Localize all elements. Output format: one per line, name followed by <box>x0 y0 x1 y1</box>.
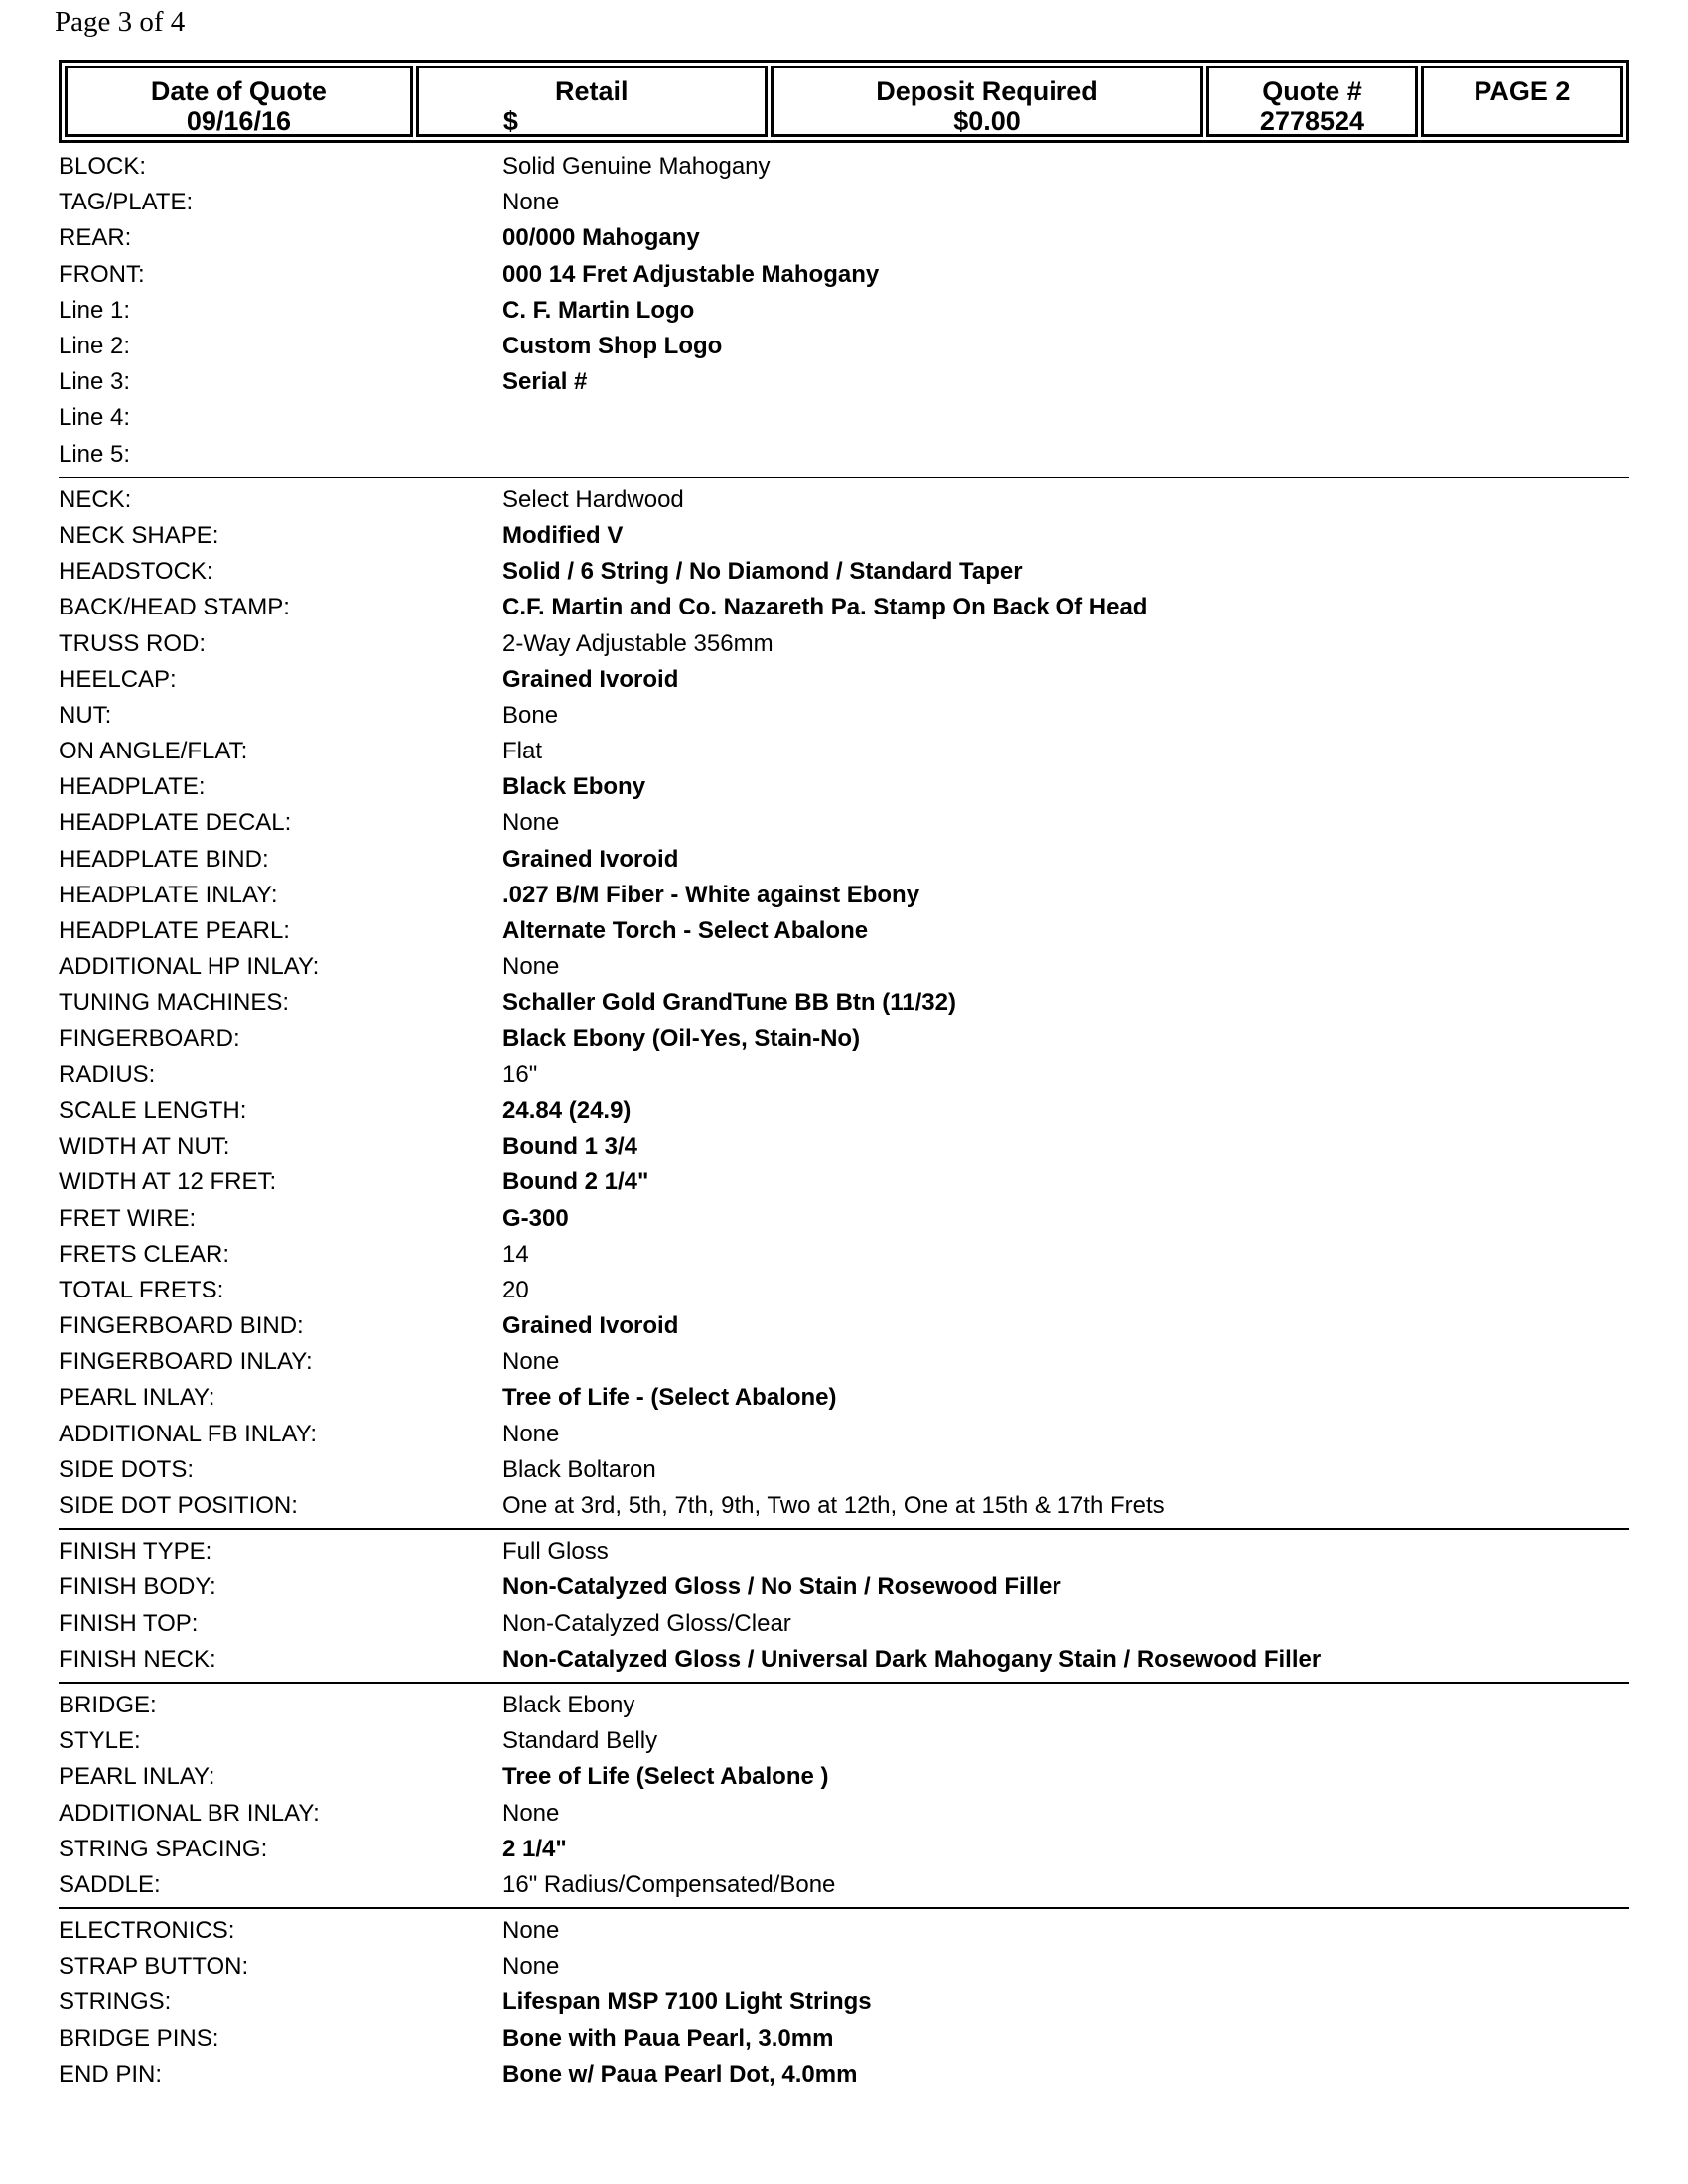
spec-row <box>59 949 1629 985</box>
spec-value: Bound 2 1/4" <box>502 1168 649 1196</box>
spec-value: None <box>502 1953 560 1980</box>
spec-label: Line 3: <box>59 368 131 396</box>
quote-header-table <box>59 60 1629 143</box>
spec-label: HEADSTOCK: <box>59 558 213 586</box>
deposit-required-value: $0.00 <box>953 106 1021 136</box>
spec-value: None <box>502 953 560 981</box>
spec-label: BRIDGE PINS: <box>59 2024 219 2052</box>
spec-row <box>59 329 1629 364</box>
spec-value: Flat <box>502 738 543 765</box>
spec-value: None <box>502 189 560 216</box>
spec-value: 16" Radius/Compensated/Bone <box>502 1870 836 1898</box>
spec-row <box>59 437 1629 473</box>
spec-value: Tree of Life - (Select Abalone) <box>502 1384 837 1412</box>
spec-value: 00/000 Mahogany <box>502 224 700 252</box>
spec-label: FINGERBOARD BIND: <box>59 1312 304 1340</box>
spec-label: Line 2: <box>59 333 131 360</box>
spec-row <box>59 482 1629 518</box>
spec-row <box>59 1534 1629 1570</box>
spec-row <box>59 662 1629 698</box>
spec-label: FRET WIRE: <box>59 1204 197 1232</box>
spec-value: Solid Genuine Mahogany <box>502 153 771 181</box>
spec-group-finish <box>59 1534 1629 1684</box>
spec-value: C.F. Martin and Co. Nazareth Pa. Stamp On Back Of Head <box>502 594 1148 621</box>
spec-value: None <box>502 1917 560 1945</box>
spec-row <box>59 985 1629 1021</box>
spec-row <box>59 518 1629 554</box>
spec-value: Custom Shop Logo <box>502 333 723 360</box>
spec-value: Non-Catalyzed Gloss / Universal Dark Mahogany Stain / Rosewood Filler <box>502 1645 1322 1673</box>
spec-label: Line 1: <box>59 296 131 324</box>
spec-label: ADDITIONAL FB INLAY: <box>59 1420 318 1447</box>
date-of-quote-label: Date of Quote <box>150 76 327 106</box>
spec-row <box>59 1913 1629 1949</box>
spec-label: SADDLE: <box>59 1870 161 1898</box>
deposit-required-label: Deposit Required <box>876 76 1098 106</box>
spec-label: FINISH TOP: <box>59 1609 199 1637</box>
spec-row <box>59 2057 1629 2093</box>
spec-row <box>59 1949 1629 1984</box>
spec-value: Bone w/ Paua Pearl Dot, 4.0mm <box>502 2060 858 2088</box>
spec-label: TOTAL FRETS: <box>59 1276 224 1303</box>
spec-value: Black Ebony (Oil-Yes, Stain-No) <box>502 1024 861 1052</box>
spec-label: FRETS CLEAR: <box>59 1240 230 1268</box>
spec-value: Bone with Paua Pearl, 3.0mm <box>502 2024 834 2052</box>
spec-value: Tree of Life (Select Abalone ) <box>502 1763 829 1791</box>
spec-label: RADIUS: <box>59 1060 156 1088</box>
page-tag-label: PAGE 2 <box>1474 76 1571 106</box>
spec-label: FINGERBOARD: <box>59 1024 240 1052</box>
spec-value: Bound 1 3/4 <box>502 1133 638 1160</box>
spec-group-block <box>59 149 1629 478</box>
deposit-required-cell <box>771 66 1204 137</box>
spec-value: Alternate Torch - Select Abalone <box>502 917 869 945</box>
spec-row <box>59 1795 1629 1831</box>
spec-value: Grained Ivoroid <box>502 665 679 693</box>
spec-label: PEARL INLAY: <box>59 1384 215 1412</box>
spec-row <box>59 913 1629 949</box>
spec-label: TRUSS ROD: <box>59 629 207 657</box>
spec-value: None <box>502 1348 560 1376</box>
spec-row <box>59 805 1629 841</box>
spec-label: TAG/PLATE: <box>59 189 194 216</box>
spec-label: STYLE: <box>59 1727 141 1755</box>
spec-row <box>59 1723 1629 1759</box>
quote-number-value: 2778524 <box>1259 106 1365 136</box>
spec-value: Non-Catalyzed Gloss/Clear <box>502 1609 791 1637</box>
spec-row <box>59 878 1629 913</box>
spec-label: PEARL INLAY: <box>59 1763 215 1791</box>
spec-row <box>59 1488 1629 1524</box>
spec-value: One at 3rd, 5th, 7th, 9th, Two at 12th, One at 15th & 17th Frets <box>502 1492 1165 1520</box>
spec-value: Black Boltaron <box>502 1455 656 1483</box>
spec-label: BACK/HEAD STAMP: <box>59 594 290 621</box>
spec-row <box>59 625 1629 661</box>
spec-row <box>59 590 1629 625</box>
spec-row <box>59 1606 1629 1642</box>
spec-row <box>59 554 1629 590</box>
date-of-quote-cell <box>65 66 413 137</box>
retail-value: $ <box>502 106 518 136</box>
spec-value: Standard Belly <box>502 1727 658 1755</box>
spec-value: Black Ebony <box>502 773 646 801</box>
spec-value: Schaller Gold GrandTune BB Btn (11/32) <box>502 989 956 1017</box>
spec-value: G-300 <box>502 1204 569 1232</box>
spec-value: 000 14 Fret Adjustable Mahogany <box>502 260 880 288</box>
spec-row <box>59 698 1629 734</box>
spec-label: STRAP BUTTON: <box>59 1953 249 1980</box>
spec-row <box>59 1057 1629 1093</box>
spec-label: SIDE DOTS: <box>59 1455 195 1483</box>
spec-value: .027 B/M Fiber - White against Ebony <box>502 881 920 908</box>
spec-row <box>59 1570 1629 1605</box>
spec-row <box>59 1344 1629 1380</box>
spec-row <box>59 1452 1629 1488</box>
spec-row <box>59 293 1629 329</box>
spec-row <box>59 220 1629 256</box>
spec-label: HEADPLATE DECAL: <box>59 809 292 837</box>
spec-row <box>59 1867 1629 1903</box>
date-of-quote-value: 09/16/16 <box>186 106 291 136</box>
spec-value: Lifespan MSP 7100 Light Strings <box>502 1988 872 2016</box>
spec-row <box>59 734 1629 769</box>
spec-label: HEADPLATE BIND: <box>59 845 269 873</box>
spec-value: Full Gloss <box>502 1538 609 1566</box>
spec-label: ADDITIONAL BR INLAY: <box>59 1799 320 1827</box>
spec-label: NUT: <box>59 701 112 729</box>
spec-value: 16" <box>502 1060 538 1088</box>
spec-label: WIDTH AT 12 FRET: <box>59 1168 277 1196</box>
spec-group-electronics <box>59 1913 1629 2097</box>
spec-value: 20 <box>502 1276 529 1303</box>
spec-value: Non-Catalyzed Gloss / No Stain / Rosewood Filler <box>502 1573 1061 1601</box>
spec-value: Serial # <box>502 368 588 396</box>
spec-group-neck <box>59 482 1629 1530</box>
spec-value: 24.84 (24.9) <box>502 1096 632 1124</box>
spec-row <box>59 1688 1629 1723</box>
spec-label: FINGERBOARD INLAY: <box>59 1348 313 1376</box>
spec-label: FINISH NECK: <box>59 1645 216 1673</box>
spec-value: 2-Way Adjustable 356mm <box>502 629 774 657</box>
spec-value: None <box>502 1420 560 1447</box>
spec-label: FRONT: <box>59 260 145 288</box>
spec-row <box>59 1832 1629 1867</box>
spec-label: BRIDGE: <box>59 1691 157 1718</box>
spec-value: C. F. Martin Logo <box>502 296 695 324</box>
spec-row <box>59 364 1629 400</box>
spec-row <box>59 400 1629 436</box>
page-tag-cell <box>1421 66 1623 137</box>
spec-row <box>59 1093 1629 1129</box>
spec-row <box>59 1308 1629 1344</box>
spec-value: 14 <box>502 1240 529 1268</box>
spec-value: None <box>502 1799 560 1827</box>
spec-value: Bone <box>502 701 559 729</box>
spec-row <box>59 769 1629 805</box>
spec-label: Line 4: <box>59 404 131 432</box>
spec-label: HEADPLATE: <box>59 773 206 801</box>
spec-label: ON ANGLE/FLAT: <box>59 738 248 765</box>
spec-row <box>59 2021 1629 2057</box>
spec-value: Solid / 6 String / No Diamond / Standard Taper <box>502 558 1023 586</box>
spec-label: END PIN: <box>59 2060 163 2088</box>
spec-label: BLOCK: <box>59 153 147 181</box>
spec-row <box>59 1273 1629 1308</box>
retail-label: Retail <box>555 76 629 106</box>
spec-row <box>59 1759 1629 1795</box>
spec-label: SCALE LENGTH: <box>59 1096 247 1124</box>
spec-row <box>59 842 1629 878</box>
spec-label: HEADPLATE PEARL: <box>59 917 290 945</box>
spec-label: HEADPLATE INLAY: <box>59 881 278 908</box>
spec-value: Grained Ivoroid <box>502 1312 679 1340</box>
spec-label: ADDITIONAL HP INLAY: <box>59 953 320 981</box>
spec-row <box>59 257 1629 293</box>
spec-value: Black Ebony <box>502 1691 635 1718</box>
retail-cell <box>416 66 768 137</box>
spec-value: None <box>502 809 560 837</box>
spec-row <box>59 1984 1629 2020</box>
spec-value: Grained Ivoroid <box>502 845 679 873</box>
spec-label: HEELCAP: <box>59 665 177 693</box>
spec-row <box>59 1129 1629 1164</box>
spec-row <box>59 1200 1629 1236</box>
spec-value: Modified V <box>502 521 624 549</box>
quote-number-label: Quote # <box>1262 76 1362 106</box>
spec-row <box>59 1237 1629 1273</box>
spec-label: STRINGS: <box>59 1988 172 2016</box>
spec-label: REAR: <box>59 224 132 252</box>
spec-label: NECK: <box>59 485 132 513</box>
spec-label: FINISH BODY: <box>59 1573 216 1601</box>
spec-label: WIDTH AT NUT: <box>59 1133 230 1160</box>
spec-label: TUNING MACHINES: <box>59 989 290 1017</box>
spec-row <box>59 1417 1629 1452</box>
spec-row <box>59 185 1629 220</box>
spec-row <box>59 1164 1629 1200</box>
spec-label: NECK SHAPE: <box>59 521 219 549</box>
spec-row <box>59 1380 1629 1416</box>
spec-sheet <box>59 149 1629 2101</box>
spec-label: Line 5: <box>59 440 131 468</box>
spec-label: SIDE DOT POSITION: <box>59 1492 298 1520</box>
spec-label: ELECTRONICS: <box>59 1917 235 1945</box>
spec-group-bridge <box>59 1688 1629 1909</box>
spec-row <box>59 1642 1629 1678</box>
spec-row <box>59 149 1629 185</box>
page-number-label: Page 3 of 4 <box>55 6 186 38</box>
spec-value: Select Hardwood <box>502 485 684 513</box>
quote-number-cell <box>1206 66 1417 137</box>
spec-value: 2 1/4" <box>502 1835 567 1862</box>
spec-row <box>59 1022 1629 1057</box>
spec-label: FINISH TYPE: <box>59 1538 212 1566</box>
spec-label: STRING SPACING: <box>59 1835 268 1862</box>
